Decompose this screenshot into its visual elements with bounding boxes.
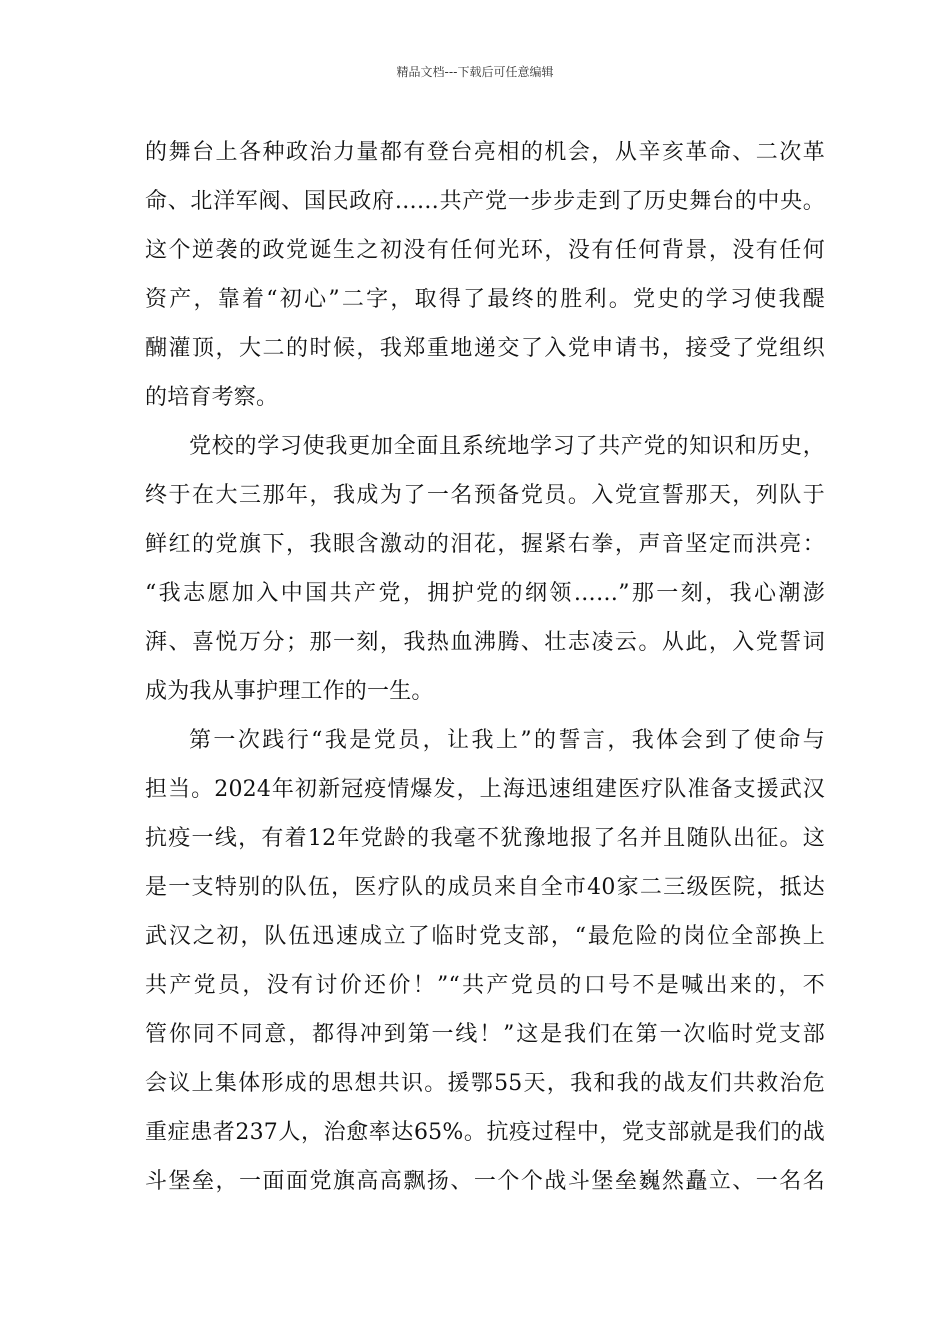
- text-line: “我志愿加入中国共产党，拥护党的纲领……”那一刻，我心潮澎: [145, 581, 825, 606]
- text-line: 斗堡垒，一面面党旗高高飘扬、一个个战斗堡垒巍然矗立、一名名: [145, 1169, 825, 1194]
- paragraph-first-line: 党校的学习使我更加全面且系统地学习了共产党的知识和历史，: [189, 434, 825, 459]
- text-line: 成为我从事护理工作的一生。: [145, 679, 434, 704]
- text-line: 的培育考察。: [145, 385, 279, 410]
- paragraph-first-line: 第一次践行“我是党员，让我上”的誓言，我体会到了使命与: [189, 728, 825, 753]
- text-line: 抗疫一线，有着12年党龄的我毫不犹豫地报了名并且随队出征。这: [145, 826, 825, 851]
- text-line: 湃、喜悦万分；那一刻，我热血沸腾、壮志凌云。从此，入党誓词: [145, 630, 825, 655]
- text-line: 醐灌顶，大二的时候，我郑重地递交了入党申请书，接受了党组织: [145, 336, 825, 361]
- text-line: 命、北洋军阀、国民政府……共产党一步步走到了历史舞台的中央。: [145, 189, 825, 214]
- text-line: 担当。2024年初新冠疫情爆发，上海迅速组建医疗队准备支援武汉: [145, 777, 825, 802]
- text-line: 共产党员，没有讨价还价！”“共产党员的口号不是喊出来的，不: [145, 973, 825, 998]
- document-body: [145, 128, 825, 1206]
- page-header: 精品文档---下载后可任意编辑: [396, 65, 554, 79]
- text-line: 会议上集体形成的思想共识。援鄂55天，我和我的战友们共救治危: [145, 1071, 825, 1096]
- text-line: 管你同不同意，都得冲到第一线！”这是我们在第一次临时党支部: [145, 1022, 825, 1047]
- text-line: 是一支特别的队伍，医疗队的成员来自全市40家二三级医院，抵达: [145, 875, 825, 900]
- text-line: 这个逆袭的政党诞生之初没有任何光环，没有任何背景，没有任何: [145, 238, 825, 263]
- text-line: 终于在大三那年，我成为了一名预备党员。入党宣誓那天，列队于: [145, 483, 825, 508]
- text-line: 鲜红的党旗下，我眼含激动的泪花，握紧右拳，声音坚定而洪亮：: [145, 532, 825, 557]
- text-line: 的舞台上各种政治力量都有登台亮相的机会，从辛亥革命、二次革: [145, 140, 825, 165]
- text-line: 重症患者237人，治愈率达65%。抗疫过程中，党支部就是我们的战: [145, 1120, 825, 1145]
- text-line: 资产，靠着“初心”二字，取得了最终的胜利。党史的学习使我醍: [145, 287, 825, 312]
- text-line: 武汉之初，队伍迅速成立了临时党支部，“最危险的岗位全部换上: [145, 924, 825, 949]
